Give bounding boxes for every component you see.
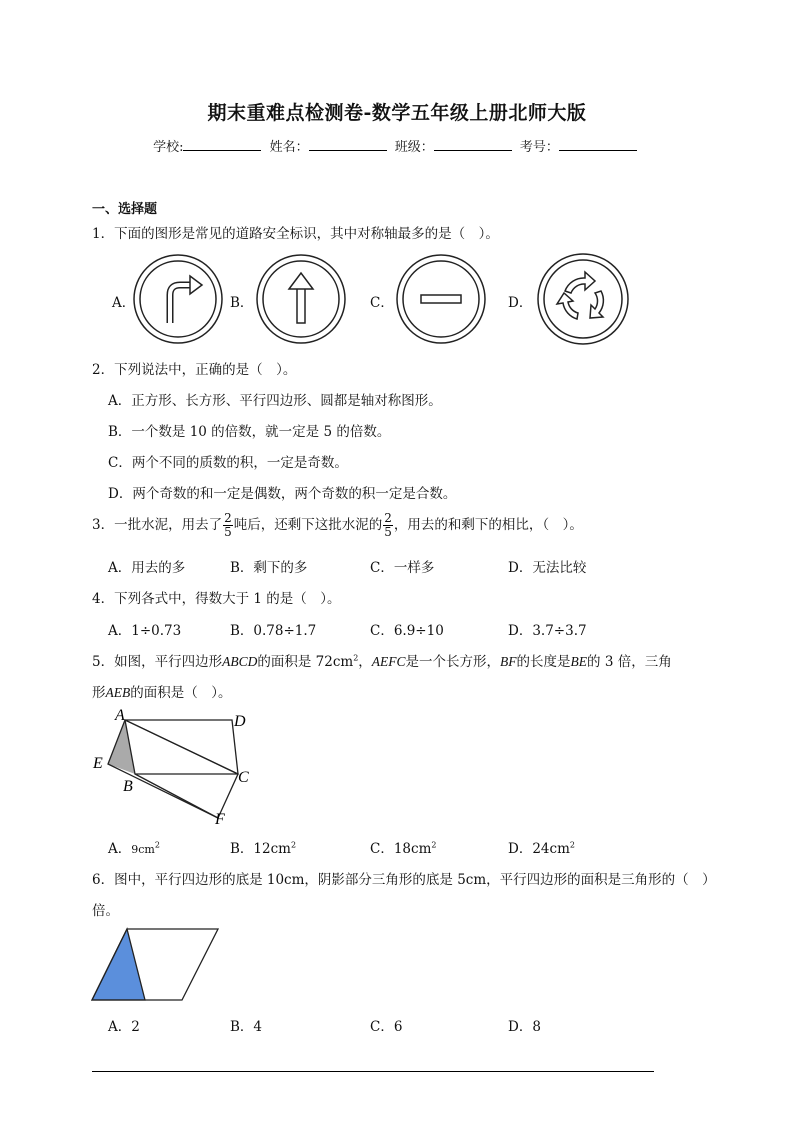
q1-stem: 1．下面的图形是常见的道路安全标识，其中对称轴最多的是（ ）。: [92, 226, 499, 242]
class-label: 班级：: [394, 140, 434, 155]
straight-ahead-sign-icon: [253, 251, 349, 347]
q4-stem: 4．下列各式中，得数大于 1 的是（ ）。: [92, 591, 341, 607]
q1-option-d[interactable]: D．: [508, 295, 533, 311]
q5-parallelogram-figure: [88, 702, 268, 832]
label-e: E: [93, 755, 103, 772]
q6-option-d[interactable]: D．8: [508, 1019, 541, 1035]
exam-no-label: 考号：: [519, 140, 559, 155]
no-entry-sign-icon: [393, 251, 489, 347]
q1-option-c[interactable]: C．: [370, 295, 394, 311]
q3-stem-part: 吨后，还剩下这批水泥的: [233, 517, 383, 533]
q6-option-c[interactable]: C．6: [370, 1019, 403, 1035]
name-label: 姓名：: [269, 140, 309, 155]
q2-option-c[interactable]: C．两个不同的质数的积，一定是奇数。: [108, 455, 348, 471]
turn-right-sign-icon: [130, 251, 226, 347]
section-heading: 一、选择题: [92, 202, 158, 217]
q3-stem-part: ，用去的和剩下的相比，（ ）。: [393, 517, 583, 533]
q5-option-b[interactable]: B．$12cm^2$: [230, 840, 297, 857]
q3-fraction-used: $\frac{2}{5}$: [224, 511, 232, 539]
q2-option-a[interactable]: A．正方形、长方形、平行四边形、圆都是轴对称图形。: [108, 393, 442, 409]
q5-option-d[interactable]: D．$24cm^2$: [508, 840, 575, 857]
q6-option-b[interactable]: B．4: [230, 1019, 263, 1035]
label-a: A: [115, 707, 125, 724]
page-title: 期末重难点检测卷-数学五年级上册北师大版: [207, 102, 587, 124]
q6-option-a[interactable]: A．2: [108, 1019, 140, 1035]
label-c: C: [238, 769, 249, 786]
school-label: 学校:: [153, 140, 184, 155]
name-blank[interactable]: [309, 138, 387, 151]
q3-option-d[interactable]: D．无法比较: [508, 560, 587, 576]
q5-stem-line1: 5．如图，平行四边形ABCD的面积是 $72cm^2$，AEFC是一个长方形，BF的长度是BE的 3 倍，三角: [92, 653, 672, 670]
shaded-triangle: [92, 929, 145, 1000]
student-info-line: [0, 136, 794, 155]
school-blank[interactable]: [183, 138, 261, 151]
q1-option-a[interactable]: A．: [112, 295, 136, 311]
label-d: D: [234, 713, 246, 730]
q4-option-a[interactable]: A．1÷0.73: [108, 623, 182, 639]
q2-stem: 2．下列说法中，正确的是（ ）。: [92, 362, 297, 378]
footer-divider: [92, 1071, 654, 1072]
q3-fraction-remaining: $\frac{2}{5}$: [384, 511, 392, 539]
q5-option-c[interactable]: C．$18cm^2$: [370, 840, 437, 857]
q2-option-b[interactable]: B．一个数是 10 的倍数，就一定是 5 的倍数。: [108, 424, 391, 440]
label-f: F: [215, 811, 225, 828]
q5-option-a[interactable]: A．$9cm^2$: [108, 840, 160, 857]
q1-option-b[interactable]: B．: [230, 295, 254, 311]
roundabout-sign-icon: [533, 251, 633, 351]
exam-no-blank[interactable]: [559, 138, 637, 151]
class-blank[interactable]: [434, 138, 512, 151]
q6-parallelogram-figure: [90, 926, 222, 1004]
q3-stem-part: 3．一批水泥，用去了: [92, 517, 223, 533]
label-b: B: [123, 778, 133, 795]
q6-stem-line1: 6．图中，平行四边形的底是 10cm，阴影部分三角形的底是 5cm，平行四边形的面积是三角形的（ ）: [92, 872, 716, 888]
q3-option-c[interactable]: C．一样多: [370, 560, 435, 576]
q5-stem-line2: 形AEB的面积是（ ）。: [92, 685, 232, 701]
q4-option-b[interactable]: B．0.78÷1.7: [230, 623, 317, 639]
q3-option-a[interactable]: A．用去的多: [108, 560, 186, 576]
q3-stem: [92, 512, 583, 539]
q3-option-b[interactable]: B．剩下的多: [230, 560, 308, 576]
q2-option-d[interactable]: D．两个奇数的和一定是偶数，两个奇数的积一定是合数。: [108, 486, 457, 502]
q4-option-d[interactable]: D．3.7÷3.7: [508, 623, 587, 639]
q4-option-c[interactable]: C．6.9÷10: [370, 623, 444, 639]
q6-stem-line2: 倍。: [92, 903, 119, 919]
